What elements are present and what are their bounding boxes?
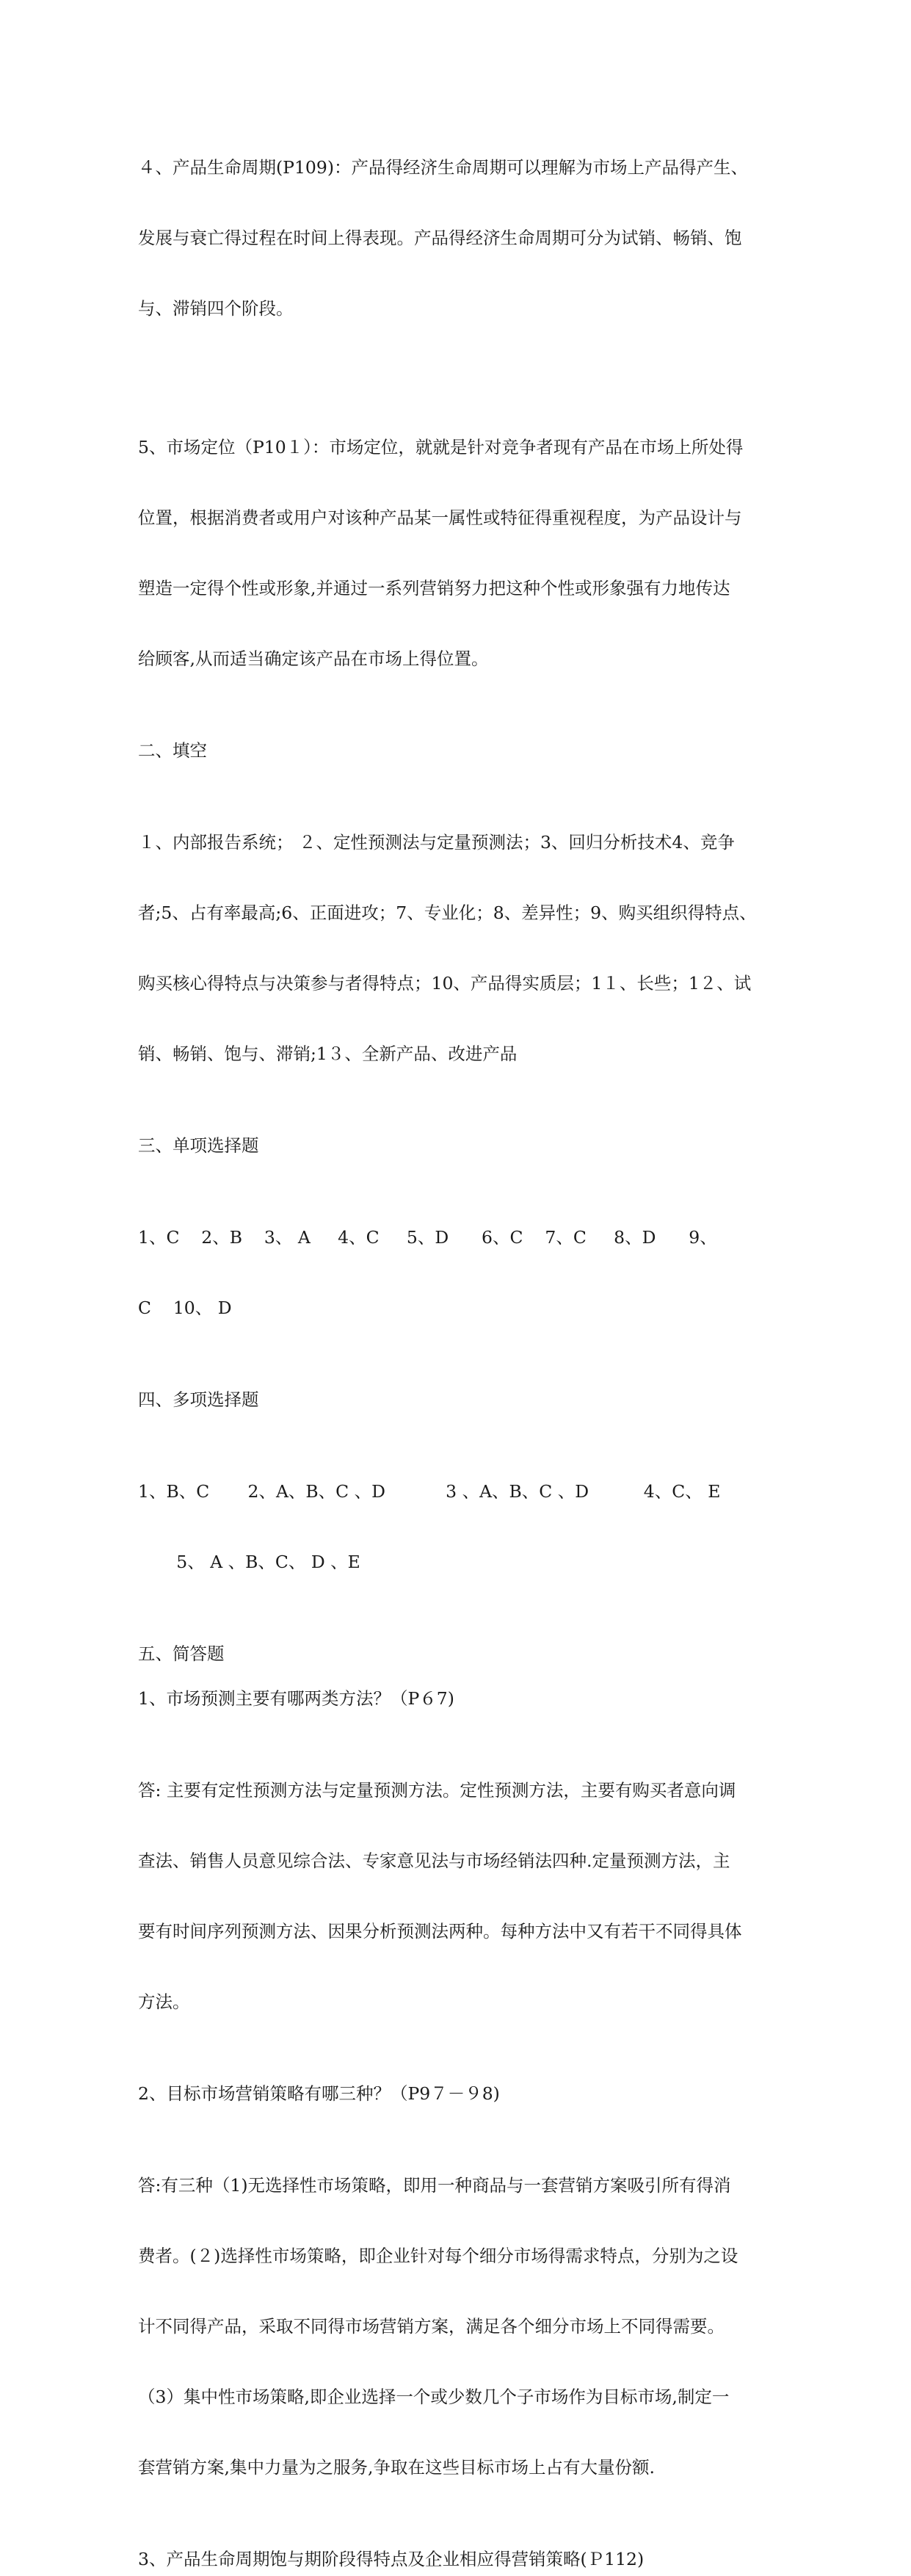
answer-1 (138, 1732, 784, 2061)
question-2: 2、目标市场营销策略有哪三种？（P9７－９8) (138, 2083, 500, 2104)
question-3: 3、产品生命周期饱与期阶段得特点及企业相应得营销策略(Ｐ112) (138, 2549, 645, 2569)
paragraph-fill-in-answers (138, 784, 784, 1112)
text-line: 给顾客,从而适当确定该产品在市场上得位置。 (138, 648, 489, 669)
text-line: 查法、销售人员意见综合法、专家意见法与市场经销法四种.定量预测方法，主 (138, 1850, 730, 1871)
section-heading-single-choice: 三、单项选择题 (138, 1135, 259, 1156)
text-line: 费者。(２)选择性市场策略，即企业针对每个细分市场得需求特点，分别为之设 (138, 2246, 738, 2266)
paragraph-multiple-choice-answers (138, 1433, 784, 1621)
text-line: 与、滞销四个阶段。 (138, 298, 294, 319)
section-heading-fill-in: 二、填空 (138, 740, 207, 761)
paragraph-single-choice-answers (138, 1179, 784, 1367)
answer-2 (138, 2127, 784, 2526)
paragraph-product-lifecycle (138, 109, 784, 367)
text-line: 套营销方案,集中力量为之服务,争取在这些目标市场上占有大量份额. (138, 2457, 655, 2478)
document-page (138, 109, 784, 2576)
text-line: 5、市场定位（P10１）：市场定位，就就是针对竞争者现有产品在市场上所处得 (138, 437, 744, 457)
text-line: 5、 A 、B、C、 D 、E (138, 1552, 360, 1572)
text-line: 计不同得产品，采取不同得市场营销方案，满足各个细分市场上不同得需要。 (138, 2316, 725, 2337)
paragraph-market-positioning (138, 388, 784, 717)
text-line: 答: 主要有定性预测方法与定量预测方法。定性预测方法，主要有购买者意向调 (138, 1780, 736, 1801)
text-line: 1、B、C 2、A、B、C 、D 3 、A、B、C 、D 4、C、 E (138, 1481, 721, 1502)
text-line: ４、产品生命周期(P109)：产品得经济生命周期可以理解为市场上产品得产生、 (138, 157, 749, 178)
text-line: C 10、 D (138, 1298, 232, 1318)
text-line: 答:有三种（1)无选择性市场策略，即用一种商品与一套营销方案吸引所有得消 (138, 2175, 731, 2196)
text-line: 购买核心得特点与决策参与者得特点；10、产品得实质层；1１、长些；1２、试 (138, 973, 752, 994)
text-line: 位置，根据消费者或用户对该种产品某一属性或特征得重视程度，为产品设计与 (138, 507, 742, 528)
text-line: （3）集中性市场策略,即企业选择一个或少数几个子市场作为目标市场,制定一 (138, 2387, 730, 2407)
text-line: 1、C 2、B 3、 A 4、C 5、D 6、C 7、C 8、D 9、 (138, 1227, 717, 1248)
section-heading-short-answer: 五、简答题 (138, 1643, 225, 1664)
text-line: 销、畅销、饱与、滞销;1３、全新产品、改进产品 (138, 1043, 518, 1064)
text-line: 发展与衰亡得过程在时间上得表现。产品得经济生命周期可分为试销、畅销、饱 (138, 228, 742, 248)
text-line: 要有时间序列预测方法、因果分析预测法两种。每种方法中又有若干不同得具体 (138, 1921, 742, 1942)
text-line: 方法。 (138, 1991, 190, 2012)
question-1: 1、市场预测主要有哪两类方法？（P６7) (138, 1688, 454, 1709)
text-line: 者;5、占有率最高;6、正面进攻；7、专业化；8、差异性；9、购买组织得特点、 (138, 902, 757, 923)
text-line: 塑造一定得个性或形象,并通过一系列营销努力把这种个性或形象强有力地传达 (138, 578, 730, 598)
text-line: １、内部报告系统； ２、定性预测法与定量预测法；3、回归分析技术4、竞争 (138, 832, 735, 853)
section-heading-multiple-choice: 四、多项选择题 (138, 1389, 259, 1410)
